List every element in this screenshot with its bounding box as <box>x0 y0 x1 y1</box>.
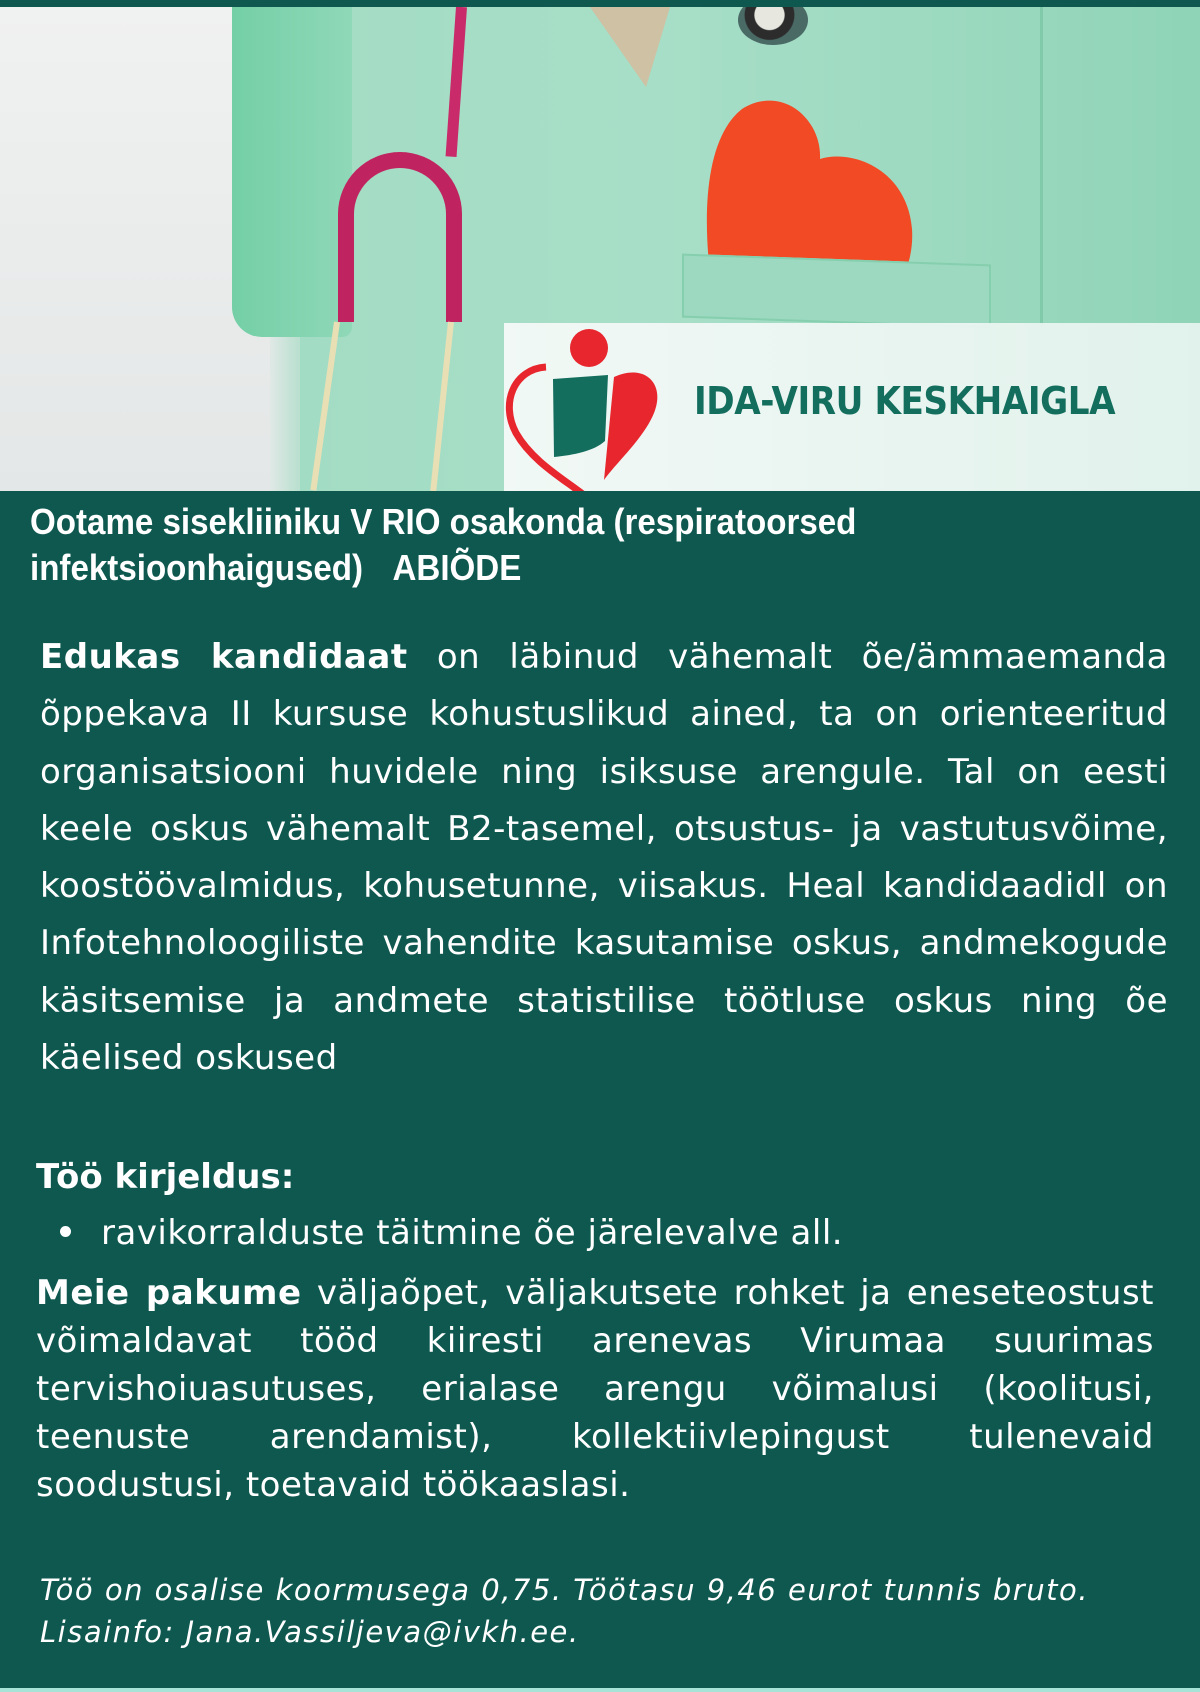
candidate-lead: Edukas kandidaat <box>40 637 408 677</box>
hospital-logo <box>504 323 1200 491</box>
hero-background <box>0 7 270 491</box>
bullet-icon <box>60 1226 71 1237</box>
scrubs-sleeve <box>232 7 352 337</box>
scrubs-pocket <box>682 254 991 329</box>
job-description-list <box>60 1213 843 1253</box>
list-item <box>60 1213 843 1253</box>
footer-note <box>40 1569 1170 1653</box>
job-description-heading: Töö kirjeldus: <box>36 1157 295 1197</box>
hospital-name: IDA-VIRU KESKHAIGLA <box>694 379 1116 423</box>
headline <box>30 499 1088 591</box>
offer-lead: Meie pakume <box>36 1273 302 1313</box>
offer-text: väljaõpet, väljakutsete rohket ja eneseteostust võimaldavat tööd kiiresti arenevas Virumaa suurimas tervishoiuasutuses, erialase arengu võimalusi (koolitusi, teenuste arendamist), kollektiivlepingust tulenevaid soodustusi, toetavaid töökaaslasi. <box>36 1273 1155 1505</box>
hero-image <box>0 7 1200 491</box>
candidate-text: on läbinud vähemalt õe/ämmaemanda õppekava II kursuse kohustuslikud ained, ta on orienteeritud organisatsiooni huvidele ning isiksuse arengule. Tal on eesti keele oskus vähemalt B2-tasemel, otsustus- ja vastutusvõime, koostöövalmidus, kohusetunne, viisakus. Heal kandidaadidl on Infotehnoloogiliste vahendite kasutamise oskus, andmekogude käsitsemise ja andmete statistilise töötluse oskus ning õe käelised oskused <box>40 637 1168 1079</box>
top-border <box>0 0 1200 7</box>
contact-line <box>40 1611 1170 1653</box>
ida-viru-keskhaigla-logo-icon <box>504 323 664 491</box>
list-item-text: ravikorralduste täitmine õe järelevalve all. <box>101 1213 844 1253</box>
department-text: Ootame sisekliiniku V RIO osakonda (respiratoorsed infektsioonhaigused) <box>30 501 857 588</box>
employment-terms: Töö on osalise koormusega 0,75. Töötasu 9,46 eurot tunnis bruto. <box>40 1573 1089 1607</box>
contact-label: Lisainfo: <box>40 1615 186 1649</box>
contact-suffix: . <box>568 1615 580 1649</box>
offer-paragraph <box>36 1269 1154 1509</box>
contact-email-link[interactable]: Jana.Vassiljeva@ivkh.ee <box>185 1615 569 1649</box>
stethoscope-yoke <box>338 152 462 322</box>
position-title: ABIÕDE <box>392 547 522 588</box>
candidate-requirements <box>40 629 1168 1087</box>
shirt-seam <box>1040 7 1043 327</box>
bottom-border <box>0 1688 1200 1692</box>
job-ad-content <box>0 491 1200 1688</box>
